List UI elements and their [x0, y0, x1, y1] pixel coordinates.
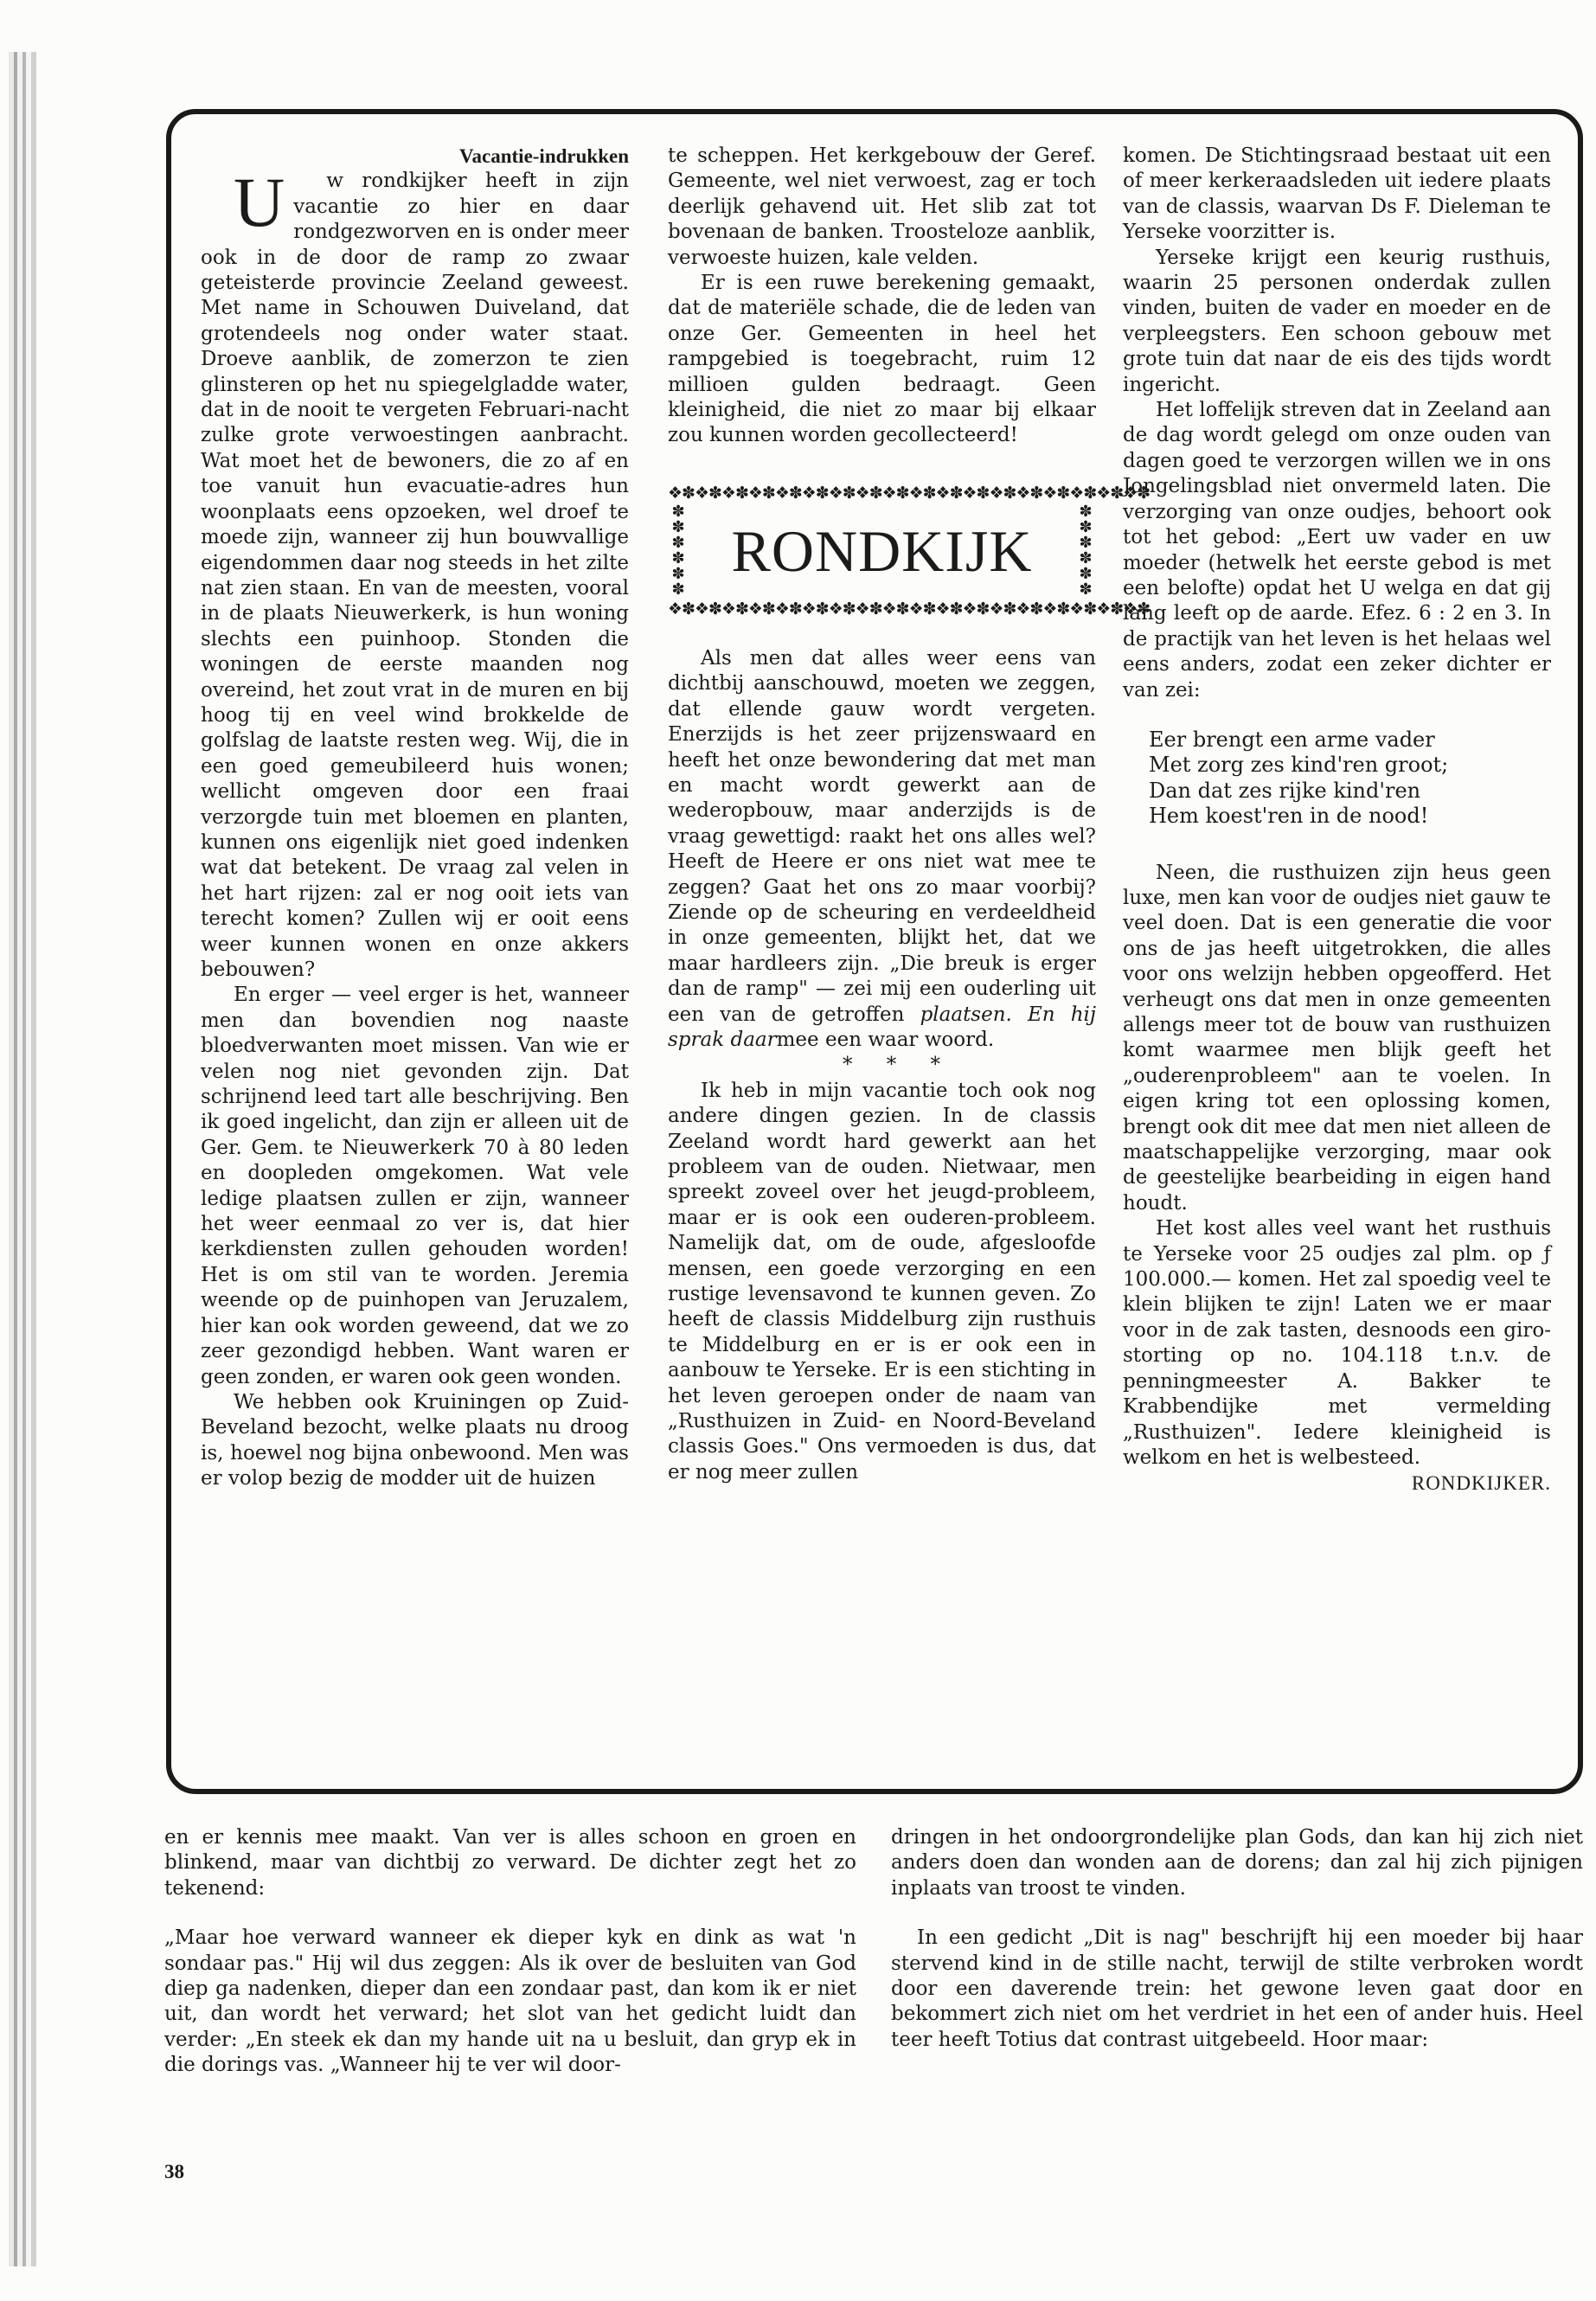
paragraph: Het loffelijk streven dat in Zeeland aan de dag wordt gelegd om onze ouden van dagen goed te verzorgen willen we in ons Jongelingsblad niet onvermeld laten. Die verzorging van onze oudjes, behoort ook tot het gebod: „Eert uw vader en uw moeder (hetwelk het eerste gebod is met een belofte) opdat het U welga en dat gij lang leeft op de aarde. Efez. 6 : 2 en 3. In de practijk van het leven is het helaas wel eens anders, zodat een zeker dichter er van zei: — [1123, 399, 1551, 702]
bottom-column-left — [164, 1825, 856, 2079]
paragraph: „Maar hoe verward wanneer ek dieper kyk en dink as wat 'n sondaar pas." Hij wil dus zeggen: Als ik over de besluiten van God diep ga nadenken, dieper dan een zondaar past, dan kom ik er niet uit, dan wordt het verward; het slot van het gedicht luidt dan verder: „En steek ek dan my hande uit na u besluit, dan gryp ek in die dorings vas. „Wanneer hij te ver wil door- — [164, 1926, 856, 2077]
paragraph-text: w rondkijker heeft in zijn vacantie zo hier en daar rondgezworven en is onder meer ook in de door de ramp zo zwaar geteisterde provincie Zeeland geweest. Met name in Schouwen Duiveland, dat grotendeels nog onder water staat. Droeve aanblik, de zomerzon te zien glinsteren op het nu spiegelgladde water, dat in de nooit te vergeten Februari-nacht zulke grote verwoestingen aanbracht. Wat moet het de bewoners, die zo af en toe vanuit hun evacuatie-adres hun woonplaats eens opzoeken, wel droef te moede zijn, wanneer zij hun bouwvallige eigendommen daar nog steeds in het zilte nat zien staan. En van de meesten, vooral in de plaats Nieuwerkerk, is hun woning slechts een puinhoop. Stonden die woningen de eerste maanden nog overeind, het zout vrat in de muren en bij hoog tij en veel wind brokkelde de golfslag de laatste resten weg. Wij, die in een goed gemeubileerd huis wonen; wellicht omgeven door een fraai verzorgde tuin met bloemen en planten, kunnen ons eigenlijk niet goed indenken wat dat betekent. De vraag zal velen in het hart rijzen: zal er nog ooit iets van terecht komen? Zullen wij er ooit eens weer kunnen wonen en onze akkers bebouwen? — [201, 170, 629, 981]
paragraph: Yerseke krijgt een keurig rusthuis, waarin 25 personen onderdak zullen vinden, buiten de vader en moeder en de verpleegsters. Een schoon gebouw met grote tuin dat naar de eis des tijds wordt ingericht. — [1123, 246, 1551, 396]
paragraph: In een gedicht „Dit is nag" beschrijft hij een moeder bij haar stervend kind in de stille nacht, terwijl de stilte verbroken wordt door een daverende trein: het gewone leven gaat door en bekommert zich niet om het verdriet in het een of ander huis. Heel teer heeft Totius dat contrast uitgebeeld. Hoor maar: — [891, 1926, 1583, 2051]
paragraph: We hebben ook Kruiningen op Zuid-Beveland bezocht, welke plaats nu droog is, hoewel nog bijna onbewoond. Men was er volop bezig de modder uit de huizen — [201, 1390, 629, 1490]
paragraph: En erger — veel erger is het, wanneer men dan bovendien nog naaste bloedverwanten moet missen. Van wie er velen nog niet gevonden zijn. Dat schrijnend leed tart alle beschrijving. Ben ik goed ingelicht, dan zijn er alleen uit de Ger. Gem. te Nieuwerkerk 70 à 80 leden en doopleden omgekomen. Wat vele ledige plaatsen zullen er zijn, wanneer het weer eenmaal zo ver is, dat hier kerkdiensten zullen gehouden worden! Het is om stil van te worden. Jeremia weende op de puinhopen van Jeruzalem, hier kan ook worden geweend, dat we zo zeer gezondigd hebben. Want waren er geen zonden, er waren ook geen wonden. — [201, 984, 629, 1388]
paragraph: Er is een ruwe berekening gemaakt, dat de materiële schade, die de leden van onze Ger. Gemeenten in heel het rampgebied is toegebracht, ruim 12 millioen gulden bedraagt. Geen kleinigheid, die niet zo maar bij elkaar zou kunnen worden gecollecteerd! — [668, 272, 1096, 447]
ornament-border-icon: ❖✽❖✽❖✽❖✽❖✽❖✽❖✽❖✽❖✽❖✽❖✽❖✽❖✽❖✽❖✽❖✽❖✽❖✽ — [668, 599, 1151, 619]
paragraph: te scheppen. Het kerkgebouw der Geref. Gemeente, wel niet verwoest, zag er toch deerlijk gehavend uit. Het slib zat tot bovenaan de banken. Troosteloze aanblik, verwoeste huizen, kale velden. — [668, 144, 1096, 269]
column-title-box — [668, 482, 1151, 620]
poem-quote — [1149, 727, 1551, 830]
article-column-2 — [668, 144, 1151, 1770]
author-signature: RONDKIJKER. — [1411, 1472, 1551, 1495]
ornament-border-icon: ✽✽✽✽✽✽ — [1079, 502, 1093, 599]
ornament-border-icon: ✽✽✽✽✽✽ — [671, 502, 685, 599]
poem-line: Eer brengt een arme vader — [1149, 727, 1435, 752]
page-binding-edge — [9, 52, 36, 2266]
poem-line: Dan dat zes rijke kind'ren — [1149, 778, 1421, 803]
paragraph — [201, 163, 629, 983]
paragraph: Als men dat alles weer eens van dichtbij aanschouwd, moeten we zeggen, dat ellende gauw wordt vergeten. Enerzijds is het zeer prijzenswaard en heeft het onze bewondering dat met man en macht wordt gewerkt aan de wederopbouw, maar anderzijds is de vraag gewettigd: raakt het ons alles wel? Heeft de Heere er ons niet wat mee te zeggen? Gaat het ons zo maar voorbij? Ziende op de scheuring en verdeeldheid in onze gemeenten, blijkt het, dat we maar hardleers zijn. „Die breuk is erger dan de ramp" — zei mij een ouderling uit een van de getroffen plaatsen. En hij sprak daarmee een waar woord. — [668, 646, 1096, 1051]
paragraph: dringen in het ondoorgrondelijke plan Gods, dan kan hij zich niet anders doen dan wonden aan de dorens; dan zal hij zich pijnigen inplaats van troost te vinden. — [891, 1826, 1583, 1900]
poem-line: Met zorg zes kind'ren groot; — [1149, 753, 1449, 778]
page-number: 38 — [164, 2161, 184, 2182]
ornament-border-icon: ❖✽❖✽❖✽❖✽❖✽❖✽❖✽❖✽❖✽❖✽❖✽❖✽❖✽❖✽❖✽❖✽❖✽❖✽ — [668, 483, 1151, 503]
column-title: RONDKIJK — [731, 517, 1033, 584]
section-heading: Vacantie-indrukken — [459, 145, 629, 167]
paragraph: Het kost alles veel want het rusthuis te Yerseke voor 25 oudjes zal plm. op ƒ 100.000.— komen. Het zal spoedig veel te klein blijken te zijn! Laten we er maar voor in de zak tasten, desnoods een giro-storting op no. 104.118 t.n.v. de penningmeester A. Bakker te Krabbendijke met vermelding „Rusthuizen". Iedere kleinigheid is welkom en het is welbesteed. — [1123, 1217, 1551, 1469]
section-separator: * * * — [842, 1054, 955, 1077]
paragraph: komen. De Stichtingsraad bestaat uit een of meer kerkeraadsleden uit iedere plaats van de classis, waarvan Ds F. Dieleman te Yerseke voorzitter is. — [1123, 144, 1551, 244]
article-column-3 — [1123, 144, 1551, 1770]
paragraph: en er kennis mee maakt. Van ver is alles schoon en groen en blinkend, maar van dichtbij zo verward. De dichter zegt het zo tekenend: — [164, 1826, 856, 1900]
paragraph: Neen, die rusthuizen zijn heus geen luxe, men kan voor de oudjes niet gauw te veel doen. Dat is een generatie die voor ons de jas heeft uitgetrokken, die alles voor ons welzijn hebben opgeofferd. Het verheugt ons dat men in onze gemeenten allengs meer tot de bouw van rusthuizen komt waarmee men blijk geeft het „ouderenprobleem" aan te voelen. In eigen kring tot een oplossing komen, brengt ook dit mee dat men niet alleen de maatschappelijke verzorging, maar ook de geestelijke bearbeiding in eigen hand houdt. — [1123, 861, 1551, 1215]
article-column-1 — [201, 144, 629, 1770]
poem-line: Hem koest'ren in de nood! — [1149, 804, 1429, 829]
drop-cap: U — [234, 163, 285, 242]
bottom-column-right — [891, 1825, 1583, 2053]
paragraph: Ik heb in mijn vacantie toch ook nog andere dingen gezien. In de classis Zeeland wordt hard gewerkt aan het probleem van de ouden. Nietwaar, men spreekt zoveel over het jeugd-probleem, maar er is ook een ouderen-probleem. Namelijk dat, om de oude, afgesloofde mensen, een goede verzorging en een rustige levensavond te kunnen geven. Zo heeft de classis Middelburg zijn rusthuis te Middelburg en er is er ook een in aanbouw te Yerseke. Er is een stichting in het leven geroepen onder de naam van „Rusthuizen in Zuid- en Noord-Beveland classis Goes." Ons vermoeden is dus, dat er nog meer zullen — [668, 1079, 1096, 1484]
